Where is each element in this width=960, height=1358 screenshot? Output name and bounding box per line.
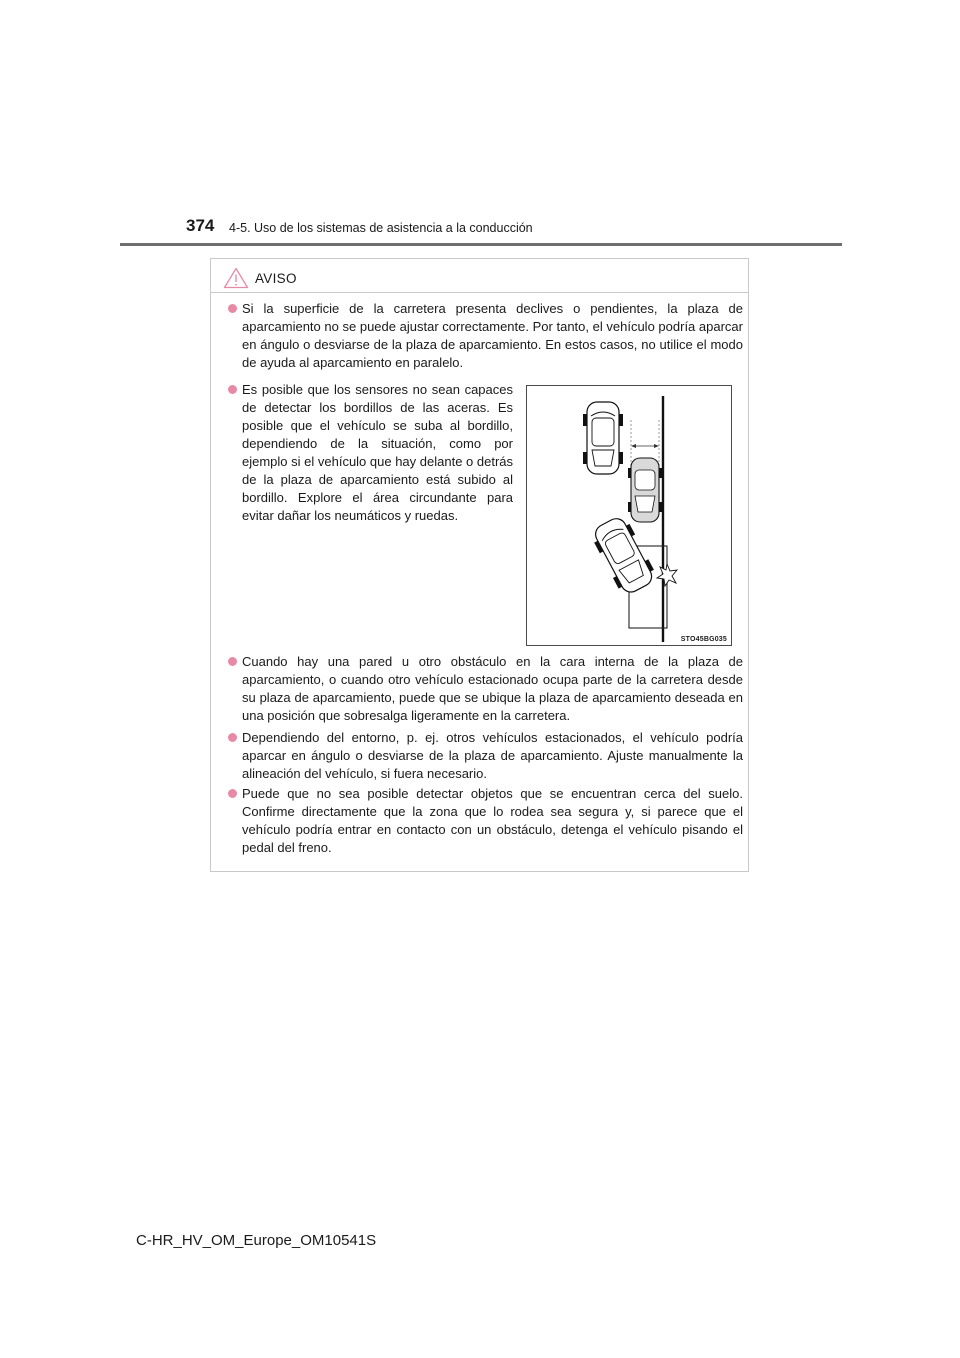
document-code: C-HR_HV_OM_Europe_OM10541S — [136, 1232, 377, 1249]
warning-item-4 — [242, 729, 743, 783]
warning-box — [210, 258, 749, 872]
warning-item-text: Si la superficie de la carretera presenta declives o pendientes, la plaza de aparcamiento no se puede ajustar correctamente. Por tanto, el vehículo podría aparcar en ángulo o desviarse de la plaza de aparcamiento. En estos casos, no utilice el modo de ayuda al aparcamiento en paralelo. — [242, 301, 743, 370]
bullet-icon — [228, 657, 237, 666]
warning-item-text: Puede que no sea posible detectar objetos que se encuentran cerca del suelo. Confirme directamente que la zona que lo rodea sea segura y, si parece que el vehículo podría entrar en contacto con un obstáculo, detenga el vehículo pisando el pedal del freno. — [242, 786, 743, 855]
impact-star-icon — [657, 564, 677, 586]
warning-divider — [211, 292, 748, 293]
warning-item-1 — [242, 300, 743, 372]
bullet-icon — [228, 385, 237, 394]
bullet-icon — [228, 304, 237, 313]
warning-item-text: Cuando hay una pared u otro obstáculo en la cara interna de la plaza de aparcamiento, o cuando otro vehículo estacionado ocupa parte de la carretera desde su plaza de aparcamiento, puede que se ubique la plaza de aparcamiento deseada en una posición que sobresalga ligeramente en la carretera. — [242, 654, 743, 723]
warning-item-text: Es posible que los sensores no sean capaces de detectar los bordillos de las aceras. Es posible que el vehículo se suba al bordillo, dependiendo de la situación, como por ejemplo si el vehículo que hay delante o detrás de la plaza de aparcamiento está subido al bordillo. Explore el área circundante para evitar dañar los neumáticos y ruedas. — [242, 382, 514, 523]
bullet-icon — [228, 733, 237, 742]
warning-label: AVISO — [255, 270, 297, 286]
warning-item-text: Dependiendo del entorno, p. ej. otros vehículos estacionados, el vehículo podría aparcar en ángulo o desviarse de la plaza de aparcamiento. Ajuste manualmente la alineación del vehículo, si fuera necesario. — [242, 730, 743, 781]
page-number: 374 — [186, 216, 215, 235]
header-rule — [120, 243, 842, 246]
parking-diagram — [527, 386, 731, 645]
warning-item-5 — [242, 785, 743, 857]
figure-code: STO45BG035 — [680, 636, 727, 643]
warning-item-3 — [242, 653, 743, 725]
angled-car — [589, 513, 659, 597]
warning-triangle-icon — [223, 267, 249, 289]
bullet-icon — [228, 789, 237, 798]
parking-illustration — [526, 385, 732, 646]
warning-header — [223, 267, 297, 289]
parked-car-left — [583, 402, 623, 474]
section-title: 4-5. Uso de los sistemas de asistencia a la conducción — [229, 221, 533, 235]
parked-car-right — [628, 458, 662, 522]
warning-item-2 — [242, 381, 513, 525]
